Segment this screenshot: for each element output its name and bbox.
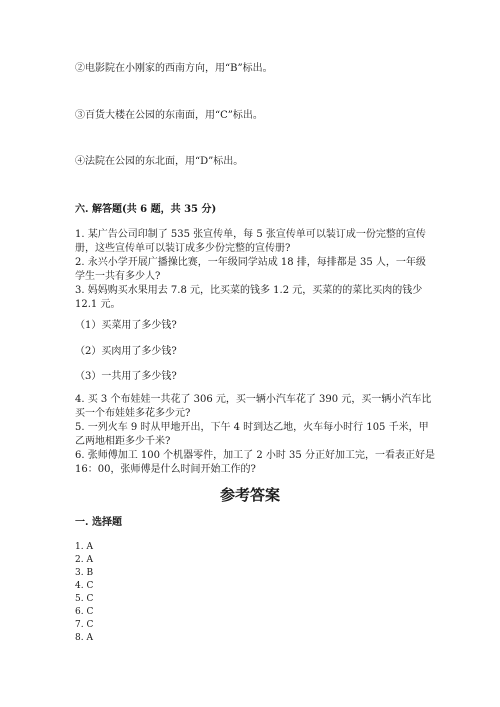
answer-item: 2. A bbox=[75, 555, 93, 565]
answers-section-1-heading: 一. 选择题 bbox=[75, 517, 122, 528]
question-3-sub-1: （1）买菜用了多少钱? bbox=[75, 320, 177, 331]
answer-item: 5. C bbox=[75, 594, 94, 604]
answers-title: 参考答案 bbox=[219, 486, 280, 504]
question-6-line-2: 16：00，张师傅是什么时间开始工作的? bbox=[75, 464, 256, 475]
question-4-line-1: 4. 买 3 个布娃娃一共花了 306 元，买一辆小汽车花了 390 元，买一辆小汽车比 bbox=[75, 394, 432, 405]
task-3: ③百货大楼在公园的东南面，用“C”标出。 bbox=[75, 110, 263, 121]
question-5-line-1: 5. 一列火车 9 时从甲地开出，下午 4 时到达乙地，火车每小时行 105 千米，甲 bbox=[75, 422, 429, 433]
answer-item: 7. C bbox=[75, 620, 94, 630]
question-2-line-1: 2. 永兴小学开展广播操比赛，一年级同学站成 18 排，每排都是 35 人，一年级 bbox=[75, 257, 426, 268]
section-6-heading: 六. 解答题(共 6 题，共 35 分) bbox=[75, 204, 217, 215]
answer-item: 3. B bbox=[75, 568, 94, 578]
answer-item: 1. A bbox=[75, 542, 93, 552]
question-5-line-2: 乙两地相距多少千米? bbox=[75, 436, 171, 447]
question-2-line-2: 学生一共有多少人? bbox=[75, 271, 161, 282]
question-3-line-2: 12.1 元。 bbox=[75, 299, 121, 310]
question-1-line-2: 册，这些宣传单可以装订成多少份完整的宣传册? bbox=[75, 243, 291, 254]
answer-item: 6. C bbox=[75, 607, 94, 617]
question-6-line-1: 6. 张师傅加工 100 个机器零件，加工了 2 小时 35 分正好加工完，一看表正好是 bbox=[75, 450, 435, 461]
task-4: ④法院在公园的东北面，用“D”标出。 bbox=[75, 156, 244, 167]
answer-item: 4. C bbox=[75, 581, 94, 591]
question-1-line-1: 1. 某广告公司印制了 535 张宣传单，每 5 张宣传单可以装订成一份完整的宣传 bbox=[75, 229, 426, 240]
question-3-line-1: 3. 妈妈购买水果用去 7.8 元，比买菜的钱多 1.2 元，买菜的的菜比买肉的钱少 bbox=[75, 285, 423, 296]
question-3-sub-3: （3）一共用了多少钱? bbox=[75, 371, 177, 382]
question-3-sub-2: （2）买肉用了多少钱? bbox=[75, 346, 177, 357]
task-2: ②电影院在小刚家的西南方向，用“B”标出。 bbox=[75, 63, 273, 74]
answer-item: 8. A bbox=[75, 633, 93, 643]
question-4-line-2: 买一个布娃娃多花多少元? bbox=[75, 408, 191, 419]
